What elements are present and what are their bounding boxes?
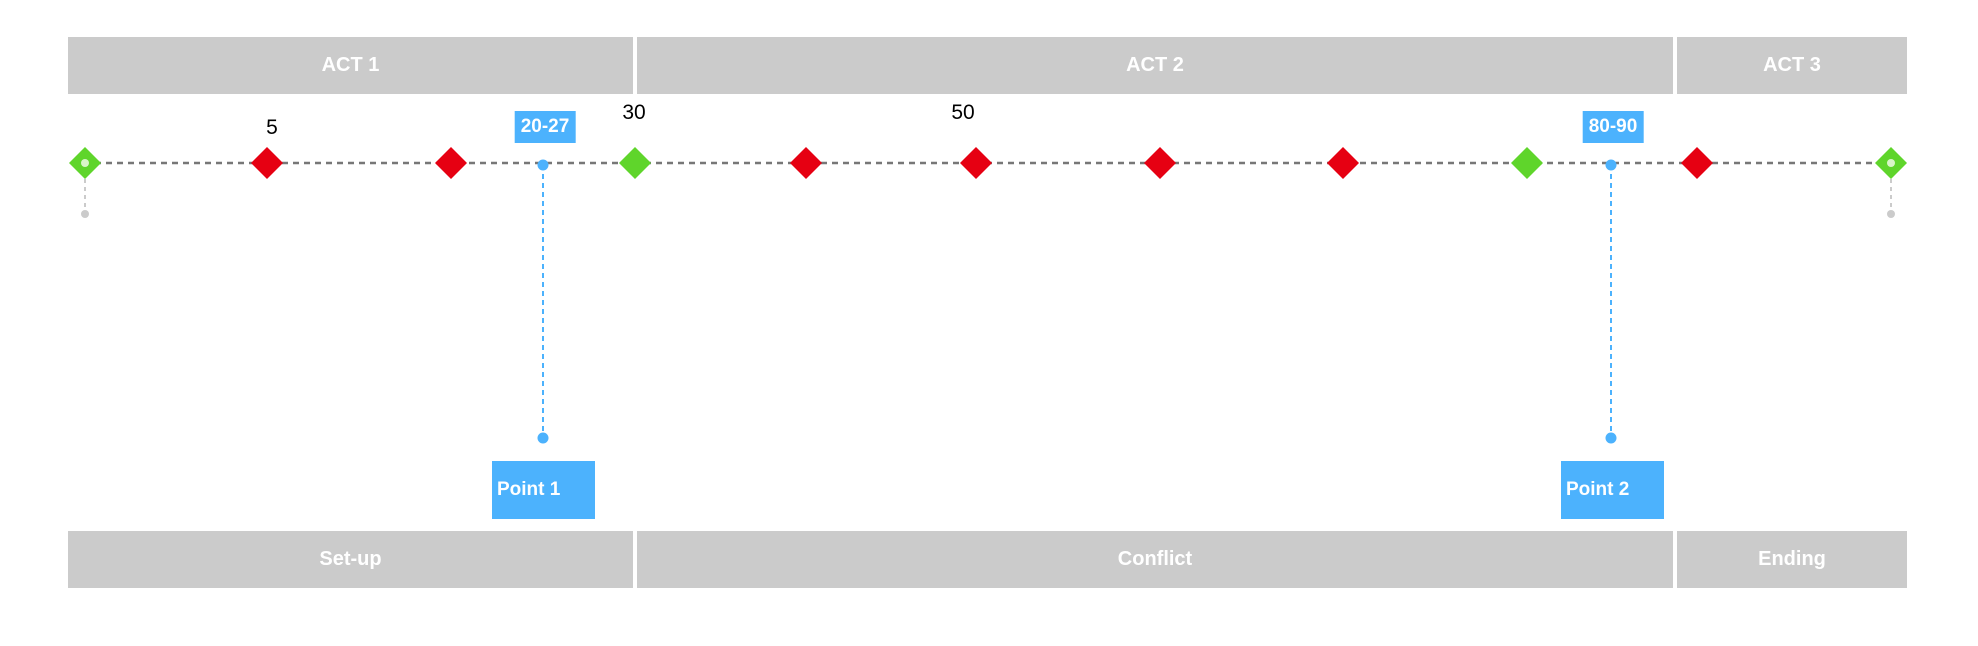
beat-marker-5	[790, 147, 822, 179]
range-tag-1: 20-27	[515, 111, 576, 143]
milestone-marker-4	[619, 147, 651, 179]
milestone-marker-9	[1511, 147, 1543, 179]
start-stub-dot	[81, 210, 89, 218]
beat-marker-10	[1681, 147, 1713, 179]
point-2-label: Point 2	[1566, 479, 1630, 500]
ending-band	[1677, 531, 1907, 588]
endpoint-dot-11	[1887, 159, 1895, 167]
tick-label-5: 5	[266, 116, 278, 139]
conflict-label: Conflict	[1117, 548, 1193, 570]
point-1-box	[492, 461, 595, 519]
act-1-label: ACT 1	[321, 54, 380, 76]
point-1-label: Point 1	[497, 479, 561, 500]
range-tag-2: 80-90	[1583, 111, 1644, 143]
beat-marker-3	[435, 147, 467, 179]
act-2-label: ACT 2	[1126, 54, 1184, 76]
ending-label: Ending	[1758, 548, 1826, 570]
conflict-band	[637, 531, 1673, 588]
setup-label: Set-up	[319, 548, 382, 570]
act-3-label: ACT 3	[1763, 54, 1821, 76]
point-2-box	[1561, 461, 1664, 519]
point-1-top-dot	[538, 160, 549, 171]
point-2-top-dot	[1606, 160, 1617, 171]
point-1-bottom-dot	[538, 433, 549, 444]
tick-label-30: 30	[622, 101, 646, 124]
end-stub-dot	[1887, 210, 1895, 218]
beat-marker-7	[1144, 147, 1176, 179]
point-2-bottom-dot	[1606, 433, 1617, 444]
beat-marker-2	[251, 147, 283, 179]
endpoint-dot-1	[81, 159, 89, 167]
setup-band	[68, 531, 633, 588]
tick-label-50: 50	[951, 101, 975, 124]
beat-marker-8	[1327, 147, 1359, 179]
beat-marker-6	[960, 147, 992, 179]
markers	[69, 147, 1907, 179]
